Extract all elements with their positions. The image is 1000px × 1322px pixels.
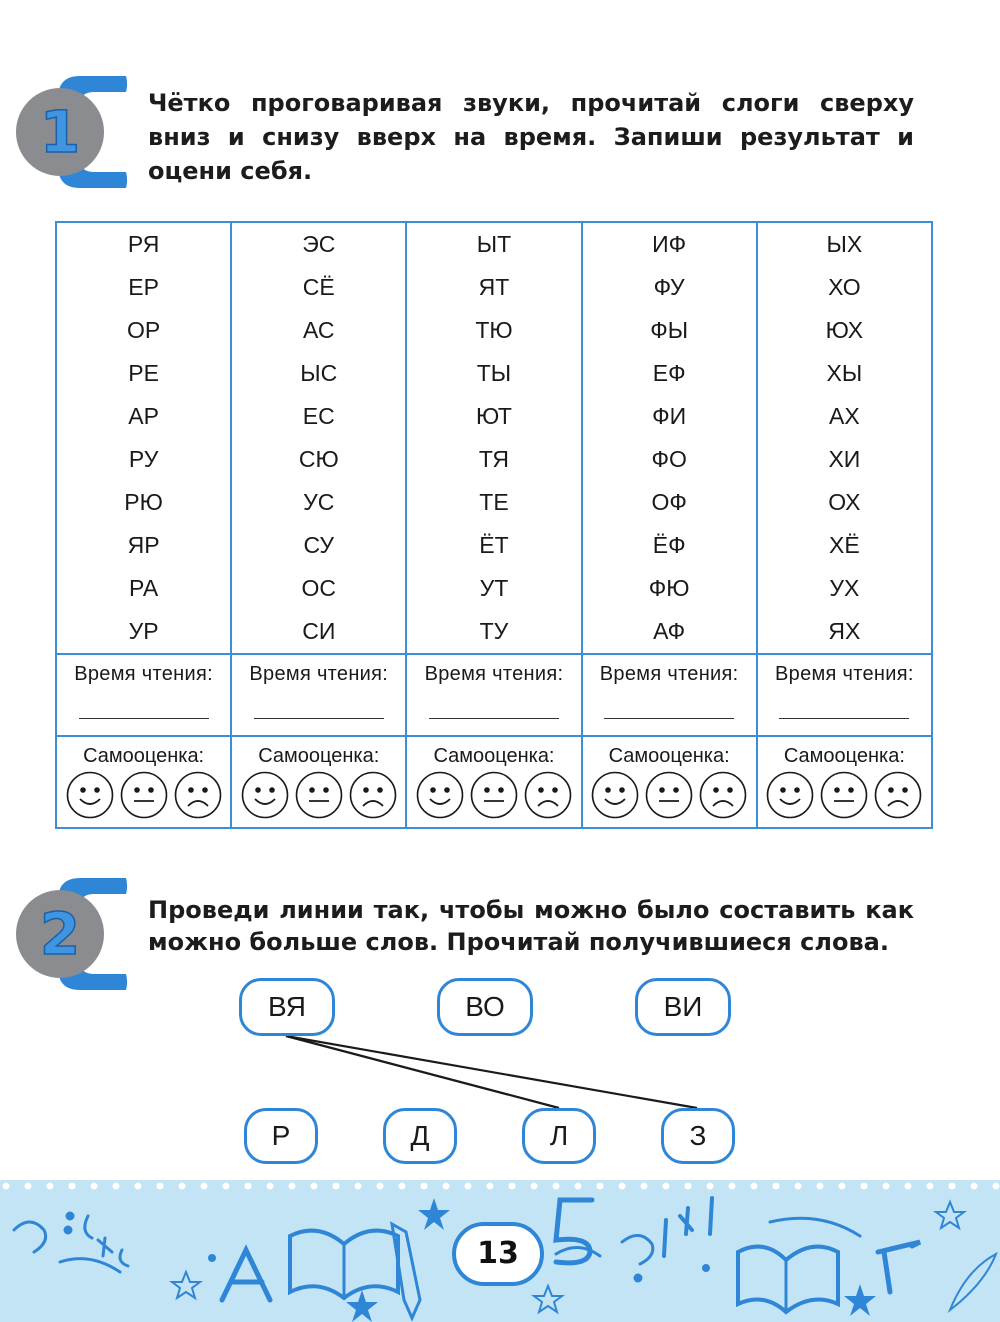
syllable: ЮХ bbox=[825, 317, 864, 343]
syllable: ЫТ bbox=[476, 231, 512, 257]
syllable: РЯ bbox=[127, 231, 160, 257]
syllable: АФ bbox=[653, 618, 686, 644]
connection-line-vya-l bbox=[286, 1036, 559, 1108]
face-options bbox=[583, 770, 756, 820]
self-assessment-label: Самооценка: bbox=[608, 745, 730, 767]
syllable-card-vo[interactable]: ВО bbox=[437, 978, 533, 1036]
syllable: ИФ bbox=[652, 231, 687, 257]
self-assessment-cell bbox=[406, 736, 581, 828]
happy-face-icon[interactable] bbox=[765, 770, 815, 820]
reading-time-blank[interactable] bbox=[254, 718, 384, 719]
reading-time-cell bbox=[56, 654, 231, 736]
sad-face-icon[interactable] bbox=[873, 770, 923, 820]
syllable: ЭС bbox=[302, 231, 336, 257]
face-options bbox=[232, 770, 405, 820]
syllable: ЫХ bbox=[826, 231, 863, 257]
syllable: РЮ bbox=[124, 489, 163, 515]
syllable-column-3 bbox=[406, 222, 581, 654]
syllable: ЕС bbox=[302, 403, 335, 429]
syllable-row bbox=[56, 222, 932, 654]
reading-time-cell bbox=[582, 654, 757, 736]
letter-card-z[interactable]: З bbox=[661, 1108, 735, 1164]
happy-face-icon[interactable] bbox=[415, 770, 465, 820]
syllable: ТЯ bbox=[478, 446, 510, 472]
reading-time-cell bbox=[231, 654, 406, 736]
syllable: РУ bbox=[128, 446, 159, 472]
reading-time-cell bbox=[757, 654, 932, 736]
reading-time-label: Время чтения: bbox=[74, 663, 213, 685]
syllable: АР bbox=[128, 403, 159, 429]
self-assessment-label: Самооценка: bbox=[258, 745, 380, 767]
syllable: ХЫ bbox=[826, 360, 863, 386]
syllable-column-4 bbox=[582, 222, 757, 654]
syllable-column-2 bbox=[231, 222, 406, 654]
sad-face-icon[interactable] bbox=[348, 770, 398, 820]
syllable-card-vi[interactable]: ВИ bbox=[635, 978, 731, 1036]
syllable: СУ bbox=[303, 532, 335, 558]
reading-time-blank[interactable] bbox=[79, 718, 209, 719]
task-2-badge bbox=[14, 874, 154, 994]
sad-face-icon[interactable] bbox=[523, 770, 573, 820]
syllable: ОХ bbox=[828, 489, 861, 515]
syllable: ТУ bbox=[479, 618, 509, 644]
self-assessment-label: Самооценка: bbox=[83, 745, 205, 767]
happy-face-icon[interactable] bbox=[65, 770, 115, 820]
syllable: ЫС bbox=[300, 360, 338, 386]
neutral-face-icon[interactable] bbox=[294, 770, 344, 820]
reading-time-label: Время чтения: bbox=[599, 663, 739, 685]
syllable: ФЮ bbox=[648, 575, 690, 601]
syllable: ЁФ bbox=[652, 532, 686, 558]
syllable: УТ bbox=[479, 575, 509, 601]
letter-card-l[interactable]: Л bbox=[522, 1108, 596, 1164]
face-options bbox=[407, 770, 580, 820]
syllable: ФИ bbox=[652, 403, 687, 429]
syllable: РЕ bbox=[128, 360, 159, 386]
self-assessment-label: Самооценка: bbox=[783, 745, 905, 767]
syllable: ЯР bbox=[127, 532, 160, 558]
syllable: ТЫ bbox=[476, 360, 512, 386]
self-assessment-cell bbox=[582, 736, 757, 828]
neutral-face-icon[interactable] bbox=[644, 770, 694, 820]
happy-face-icon[interactable] bbox=[590, 770, 640, 820]
self-assessment-row bbox=[56, 736, 932, 828]
neutral-face-icon[interactable] bbox=[819, 770, 869, 820]
syllable: СЮ bbox=[298, 446, 339, 472]
syllable: УХ bbox=[829, 575, 860, 601]
syllable: СЁ bbox=[302, 274, 335, 300]
self-assessment-cell bbox=[757, 736, 932, 828]
neutral-face-icon[interactable] bbox=[469, 770, 519, 820]
self-assessment-cell bbox=[56, 736, 231, 828]
syllable: ФУ bbox=[653, 274, 685, 300]
face-options bbox=[758, 770, 931, 820]
syllable-card-vya[interactable]: ВЯ bbox=[239, 978, 335, 1036]
neutral-face-icon[interactable] bbox=[119, 770, 169, 820]
syllable: РА bbox=[129, 575, 159, 601]
syllable: ТЕ bbox=[479, 489, 509, 515]
syllable: ХО bbox=[828, 274, 861, 300]
syllable: ФО bbox=[651, 446, 687, 472]
syllable: ХИ bbox=[828, 446, 861, 472]
connection-line-vya-z bbox=[286, 1036, 697, 1108]
syllable: ЁТ bbox=[479, 532, 509, 558]
task-2-instruction: Проведи линии так, чтобы можно было составить как можно больше слов. Прочитай получившиеся слова. bbox=[148, 896, 914, 956]
task-1-number: 1 bbox=[39, 98, 81, 166]
task-2-number: 2 bbox=[39, 900, 81, 968]
syllable: ЕР bbox=[128, 274, 159, 300]
syllable: АХ bbox=[829, 403, 860, 429]
happy-face-icon[interactable] bbox=[240, 770, 290, 820]
reading-time-cell bbox=[406, 654, 581, 736]
syllable: СИ bbox=[302, 618, 336, 644]
reading-time-blank[interactable] bbox=[779, 718, 909, 719]
syllable: УР bbox=[128, 618, 159, 644]
reading-time-blank[interactable] bbox=[604, 718, 734, 719]
sad-face-icon[interactable] bbox=[173, 770, 223, 820]
syllable-table bbox=[55, 221, 933, 829]
syllable: ОФ bbox=[651, 489, 687, 515]
syllable: ОС bbox=[301, 575, 337, 601]
page-number: 13 bbox=[452, 1222, 544, 1286]
task-1-badge bbox=[14, 72, 154, 192]
letter-card-d[interactable]: Д bbox=[383, 1108, 457, 1164]
reading-time-label: Время чтения: bbox=[249, 663, 389, 685]
syllable: ЕФ bbox=[652, 360, 686, 386]
letter-card-r[interactable]: Р bbox=[244, 1108, 318, 1164]
reading-time-label: Время чтения: bbox=[775, 663, 914, 685]
syllable: УС bbox=[303, 489, 335, 515]
reading-time-row bbox=[56, 654, 932, 736]
face-options bbox=[57, 770, 230, 820]
syllable: АС bbox=[303, 317, 335, 343]
syllable: ТЮ bbox=[475, 317, 513, 343]
reading-time-label: Время чтения: bbox=[424, 663, 564, 685]
sad-face-icon[interactable] bbox=[698, 770, 748, 820]
syllable: ФЫ bbox=[650, 317, 689, 343]
syllable: ЯТ bbox=[478, 274, 510, 300]
syllable-column-5 bbox=[757, 222, 932, 654]
syllable: ЯХ bbox=[828, 618, 861, 644]
syllable: ХЁ bbox=[829, 532, 860, 558]
self-assessment-cell bbox=[231, 736, 406, 828]
syllable: ОР bbox=[126, 317, 161, 343]
syllable: ЮТ bbox=[475, 403, 512, 429]
task-1-instruction: Чётко проговаривая звуки, прочитай слоги сверху вниз и снизу вверх на время. Запиши результат и оцени себя. bbox=[148, 89, 914, 185]
self-assessment-label: Самооценка: bbox=[433, 745, 555, 767]
syllable-column-1 bbox=[56, 222, 231, 654]
reading-time-blank[interactable] bbox=[429, 718, 559, 719]
